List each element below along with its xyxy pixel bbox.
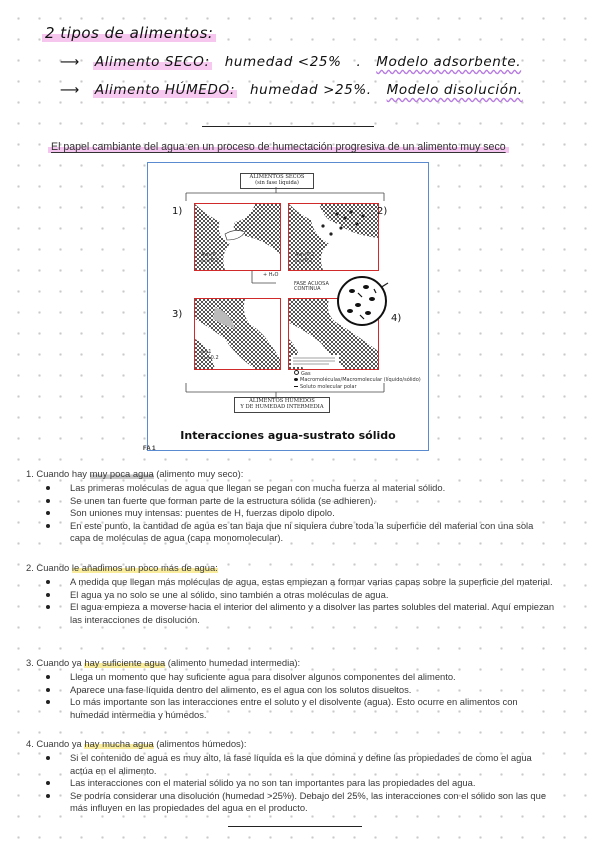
section-2-list [0,576,600,626]
arrow-icon: ⟶ [60,54,80,70]
section-4-list [0,752,600,815]
list-item: Llega un momento que hay suficiente agua para disolver algunos componentes del alimento. [0,671,600,684]
list-item: Aparece una fase líquida dentro del alimento, es el agua con los solutos disueltos. [0,684,600,697]
panel-2 [288,203,379,271]
legend-item: Soluto molecular polar [294,384,421,390]
panel-1-tag: Aw≈0 εₐₗ≈0.2 [201,252,219,264]
list-item: Si el contenido de agua es muy alto, la fase líquida es la que domina y define las propiedades de como el agua actúa en el alimento. [0,752,600,777]
wet-food-row [60,82,523,98]
wet-food-label: Alimento HÚMEDO: [94,82,236,98]
separator-line [202,126,374,127]
wet-foods-box: ALIMENTOS HÚMEDOS Y DE HUMEDAD INTERMEDIA [234,397,330,413]
list-item: El agua ya no solo se une al sólido, sino también a otras moléculas de agua. [0,589,600,602]
list-item: Se podría considerar una disolución (humedad >25%). Debajo del 25%, las interacciones con el sólido son las que más influyen en las propiedades del agua en el producto. [0,790,600,815]
figure-label: FA 1 [143,446,156,452]
section-1-list [0,482,600,545]
separator-line [228,826,362,827]
section-2-title: 2. Cuando le añadimos un poco más de agua: [26,562,218,573]
panel-number-2: 2) [377,206,388,217]
list-item: A medida que llegan más moléculas de agua, estas empiezan a formar varias capas sobre la superficie del material. [0,576,600,589]
list-item: Las interacciones con el material sólido ya no son tan importantes para las propiedades del agua. [0,777,600,790]
list-item: Las primeras moléculas de agua que llegan se pegan con mucha fuerza al material sólido. [0,482,600,495]
add-water-label: + H₂O [263,272,279,278]
panel-number-3: 3) [172,309,183,320]
row-separator: . [356,54,362,70]
list-item: El agua empieza a moverse hacia el interior del alimento y a disolver las partes solubles del material. Aquí empiezan las interacciones de disolución. [0,601,600,626]
figure-title: Interacciones agua-sustrato sólido [180,429,396,442]
list-item: Son uniones muy intensas: puentes de H, fuerzas dipolo dipolo. [0,507,600,520]
panel-3-tag: a≈1 εₐₗ≈0.2 [201,349,219,361]
dry-food-label: Alimento SECO: [94,54,210,70]
figure-caption: El papel cambiante del agua en un proceso de humectación progresiva de un alimento muy seco [48,141,509,153]
figure-legend [294,370,421,390]
dry-foods-box: ALIMENTOS SECOS (sin fase líquida) [240,173,314,189]
handwritten-title: 2 tipos de alimentos: [42,24,216,42]
list-item: En este punto, la cantidad de agua es tan baja que ni siquiera cubre toda la superficie del material con una sola capa de moléculas de agua (capa monomolecular). [0,520,600,545]
panel-number-4: 4) [391,313,402,324]
section-4-title: 4. Cuando ya hay mucha agua (alimentos húmedos): [26,738,247,749]
panel-2-tag: Aw≈0.2 εₐₗ≈0.2 [295,252,315,264]
panel-3 [194,298,281,370]
section-3-list [0,671,600,721]
zoom-detail-circle [336,275,388,327]
fase-acuosa-label: FASE ACUOSA CONTINUA [294,281,329,292]
wet-food-model: Modelo disolución. [386,82,523,98]
panel-1 [194,203,281,271]
dry-food-condition: humedad <25% [224,54,342,70]
wet-food-condition: humedad >25%. [250,82,372,98]
panel-number-1: 1) [172,206,183,217]
section-3-title: 3. Cuando ya hay suficiente agua (alimento humedad intermedia): [26,657,301,668]
section-1-title: 1. Cuando hay muy poca agua (alimento muy seco): [26,468,244,479]
list-item: Lo más importante son las interacciones entre el soluto y el disolvente (agua). Esto ocurre en alimentos con humedad intermedia y húmedos. [0,696,600,721]
list-item: Se unen tan fuerte que forman parte de la estructura sólida (se adhieren). [0,495,600,508]
dry-food-row [60,54,521,70]
arrow-icon: ⟶ [60,82,80,98]
dry-food-model: Modelo adsorbente. [376,54,522,70]
legend-item: Gas [294,370,421,377]
legend-item: Macromoléculas/Macromolecular (líquido/sólido) [294,377,421,383]
